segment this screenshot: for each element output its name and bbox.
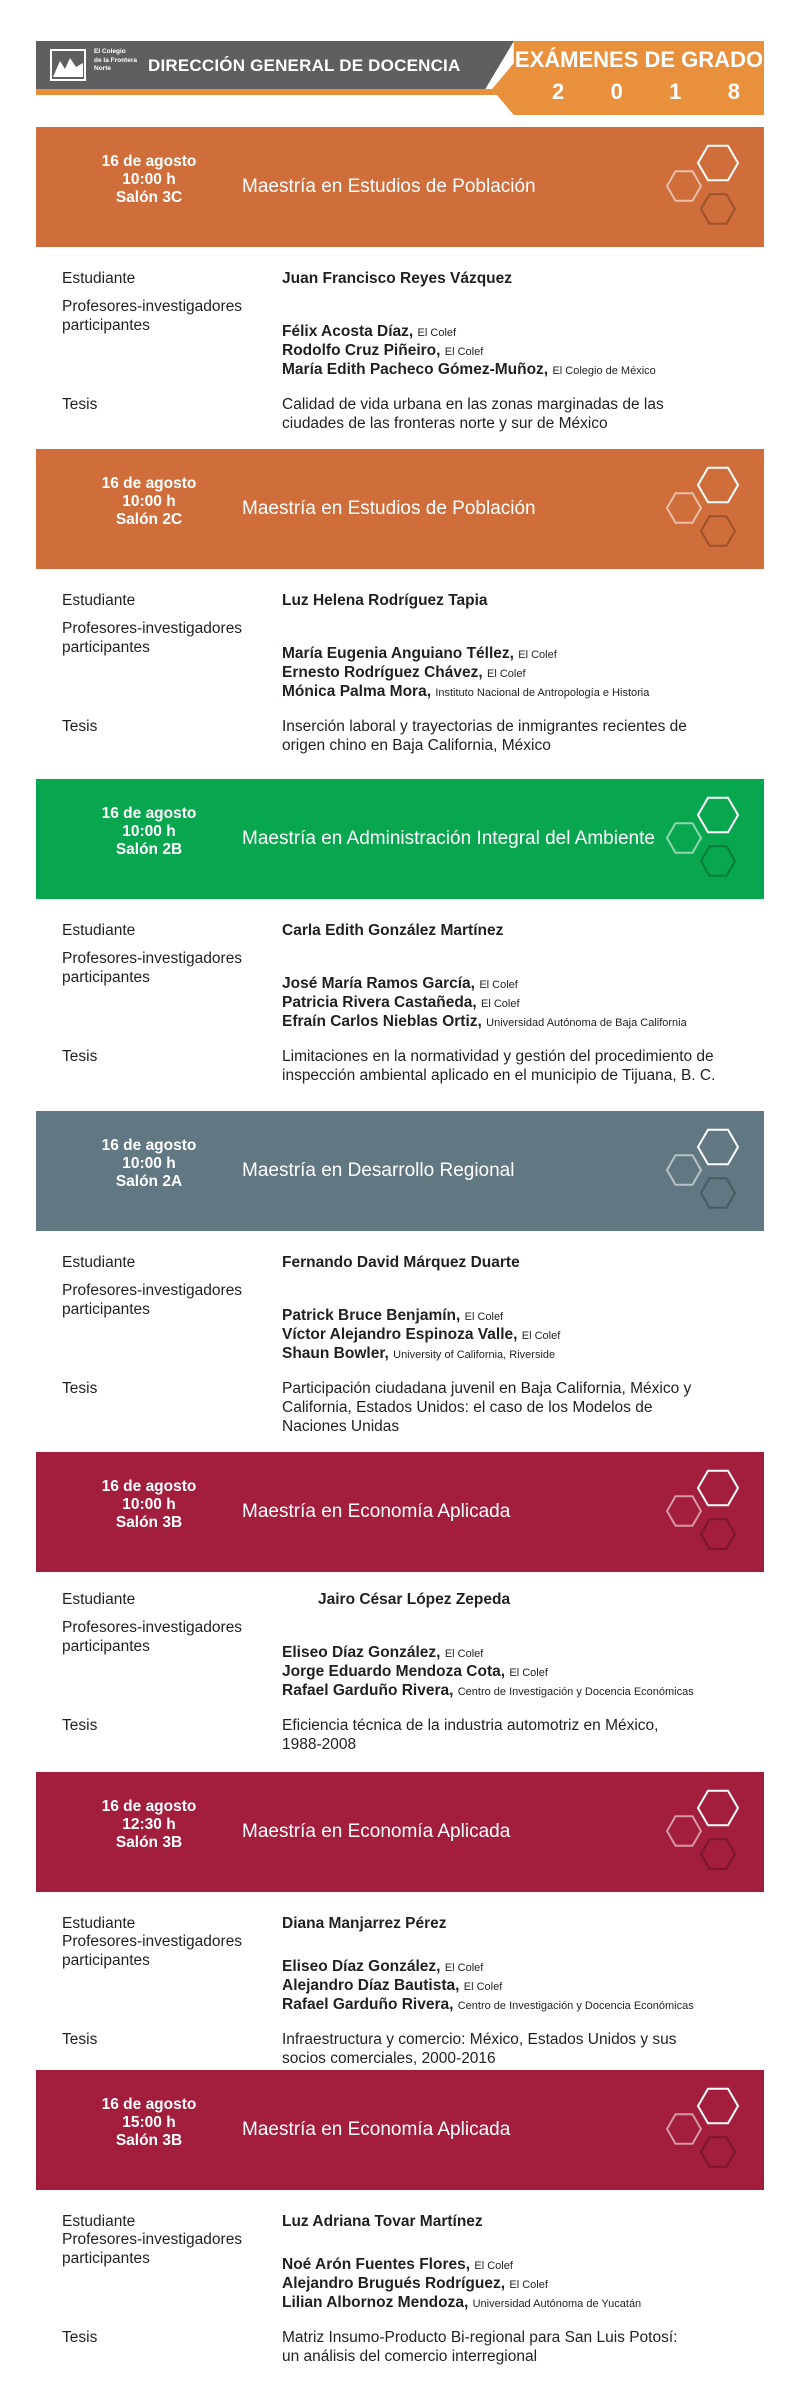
exam-details <box>62 569 742 769</box>
exam-details <box>62 1572 742 1772</box>
header-stripe <box>36 89 514 95</box>
thesis-label: Tesis <box>62 2031 98 2048</box>
thesis-title-line: Matriz Insumo-Producto Bi-regional para San Luis Potosí: <box>282 2329 678 2346</box>
professor-institution: El Colef <box>444 1962 484 1974</box>
professor-entry <box>282 322 742 343</box>
professor-entry <box>282 682 742 703</box>
student-name: Juan Francisco Reyes Vázquez <box>282 270 513 287</box>
professor-name: Mónica Palma Mora, <box>282 683 432 700</box>
hexagon-decoration-icon <box>654 2078 754 2182</box>
professor-institution: El Colef <box>509 2279 548 2291</box>
professor-entry <box>282 341 742 362</box>
professor-entry <box>282 974 742 995</box>
professors-label: Profesores-investigadores <box>62 1282 243 1299</box>
professors-label: Profesores-investigadores <box>62 2231 243 2248</box>
page-header <box>36 41 764 115</box>
student-name: Luz Helena Rodríguez Tapia <box>282 592 488 609</box>
thesis-title-line: Limitaciones en la normatividad y gestión del procedimiento de <box>282 1048 714 1065</box>
professors-label: participantes <box>62 2250 150 2267</box>
program-name: Maestría en Economía Aplicada <box>242 1821 511 1842</box>
professor-entry <box>282 1662 742 1683</box>
hexagon-icon <box>667 1816 701 1845</box>
professor-institution: Universidad Autónoma de Yucatán <box>472 2298 642 2310</box>
professor-entry <box>282 993 742 1014</box>
thesis-title-line: un análisis del comercio interregional <box>282 2348 538 2365</box>
professor-name: Shaun Bowler, <box>282 1345 389 1362</box>
program-banner <box>36 1111 764 1231</box>
hexagon-icon <box>667 2114 701 2143</box>
professor-institution: University of California, Riverside <box>393 1349 556 1361</box>
professor-name: Patrick Bruce Benjamín, <box>282 1307 461 1324</box>
professor-entry <box>282 360 742 381</box>
hexagon-decoration-icon <box>654 1780 754 1884</box>
professor-institution: El Colef <box>444 1648 484 1660</box>
hexagon-icon <box>698 798 738 833</box>
professors-label: Profesores-investigadores <box>62 1933 243 1950</box>
student-name: Carla Edith González Martínez <box>282 922 504 939</box>
thesis-title-line: ciudades de las fronteras norte y sur de México <box>282 415 608 432</box>
exam-room: Salón 2C <box>115 511 183 528</box>
program-banner <box>36 2070 764 2190</box>
professor-name: Víctor Alejandro Espinoza Valle, <box>282 1326 518 1343</box>
professor-name: Ernesto Rodríguez Chávez, <box>282 664 483 681</box>
professor-name: Patricia Rivera Castañeda, <box>282 994 477 1011</box>
professors-label: participantes <box>62 1638 150 1655</box>
colef-logo-icon <box>50 49 86 81</box>
student-label: Estudiante <box>62 1254 136 1271</box>
thesis-title-line: Participación ciudadana juvenil en Baja California, México y <box>282 1380 692 1397</box>
logo-line: El Colegio <box>94 48 126 55</box>
professor-institution: El Colef <box>417 327 457 339</box>
student-name: Jairo César López Zepeda <box>318 1591 511 1608</box>
program-name: Maestría en Administración Integral del Ambiente <box>242 828 655 849</box>
professor-name: Eliseo Díaz González, <box>282 1958 441 1975</box>
exam-datetime <box>84 1137 214 1191</box>
hexagon-icon <box>701 2137 735 2166</box>
program-banner <box>36 449 764 569</box>
thesis-title-line: 1988-2008 <box>282 1736 357 1753</box>
thesis-label: Tesis <box>62 1717 98 1734</box>
professor-name: María Eugenia Anguiano Téllez, <box>282 645 514 662</box>
student-label: Estudiante <box>62 1915 136 1932</box>
professor-institution: El Colef <box>463 1981 503 1993</box>
thesis-title-line: socios comerciales, 2000-2016 <box>282 2050 496 2067</box>
hexagon-icon <box>698 1791 738 1826</box>
professor-institution: El Colef <box>464 1311 504 1323</box>
hexagon-decoration-icon <box>654 1460 754 1564</box>
professor-entry <box>282 1325 742 1346</box>
year-digit: 1 <box>669 79 682 104</box>
student-label: Estudiante <box>62 922 136 939</box>
exam-time: 10:00 h <box>122 823 176 840</box>
professor-institution: El Colef <box>518 649 557 661</box>
professors-label: participantes <box>62 1952 150 1969</box>
year-digit: 0 <box>610 79 623 104</box>
thesis-title-line: Naciones Unidas <box>282 1418 400 1435</box>
hexagon-icon <box>701 516 735 545</box>
professors-label: Profesores-investigadores <box>62 1619 243 1636</box>
exam-time: 10:00 h <box>122 1155 176 1172</box>
professor-institution: El Colef <box>479 979 518 991</box>
hexagon-icon <box>698 1471 738 1506</box>
professor-name: Rodolfo Cruz Piñeiro, <box>282 342 441 359</box>
exams-title: EXÁMENES DE GRADO <box>514 47 764 72</box>
professor-entry <box>282 1306 742 1327</box>
exam-date: 16 de agosto <box>101 153 197 170</box>
hexagon-icon <box>701 194 735 223</box>
exam-room: Salón 3C <box>115 189 183 206</box>
exam-datetime <box>84 475 214 529</box>
exam-datetime <box>84 1478 214 1532</box>
hexagon-decoration-icon <box>654 1119 754 1223</box>
student-label: Estudiante <box>62 2213 136 2230</box>
professor-institution: Universidad Autónoma de Baja California <box>486 1017 687 1029</box>
thesis-title-line: Infraestructura y comercio: México, Estados Unidos y sus <box>282 2031 677 2048</box>
student-label: Estudiante <box>62 592 136 609</box>
exam-datetime <box>84 1798 214 1852</box>
logo-line: de la Frontera <box>94 56 137 64</box>
program-name: Maestría en Estudios de Población <box>242 176 536 197</box>
exam-time: 10:00 h <box>122 171 176 188</box>
program-name: Maestría en Estudios de Población <box>242 498 536 519</box>
exam-room: Salón 2B <box>115 841 183 858</box>
exam-room: Salón 3B <box>115 1834 183 1851</box>
professor-entry <box>282 663 742 684</box>
professor-name: Eliseo Díaz González, <box>282 1644 441 1661</box>
exam-room: Salón 3B <box>115 1514 183 1531</box>
hexagon-icon <box>667 493 701 522</box>
exam-room: Salón 2A <box>115 1173 183 1190</box>
hexagon-icon <box>698 468 738 503</box>
student-label: Estudiante <box>62 270 136 287</box>
exam-time: 15:00 h <box>122 2114 176 2131</box>
exam-date: 16 de agosto <box>101 475 197 492</box>
professor-name: Alejandro Díaz Bautista, <box>282 1977 460 1994</box>
professor-name: Lilian Albornoz Mendoza, <box>282 2294 469 2311</box>
professors-label: Profesores-investigadores <box>62 950 243 967</box>
professor-name: Jorge Eduardo Mendoza Cota, <box>282 1663 506 1680</box>
thesis-title-line: origen chino en Baja California, México <box>282 737 551 754</box>
exam-details <box>62 1892 742 2092</box>
student-label: Estudiante <box>62 1591 136 1608</box>
professor-entry <box>282 1012 742 1033</box>
professor-institution: El Colef <box>521 1330 561 1342</box>
program-name: Maestría en Desarrollo Regional <box>242 1160 515 1181</box>
professor-institution: El Colef <box>474 2260 513 2272</box>
thesis-label: Tesis <box>62 1380 98 1397</box>
exam-date: 16 de agosto <box>101 1137 197 1154</box>
professor-name: José María Ramos García, <box>282 975 475 992</box>
professor-name: María Edith Pacheco Gómez-Muñoz, <box>282 361 549 378</box>
exam-date: 16 de agosto <box>101 1798 197 1815</box>
hexagon-decoration-icon <box>654 787 754 891</box>
professor-name: Efraín Carlos Nieblas Ortiz, <box>282 1013 482 1030</box>
exam-details <box>62 247 742 447</box>
hexagon-icon <box>667 171 701 200</box>
professors-label: participantes <box>62 639 150 656</box>
hexagon-icon <box>701 1839 735 1868</box>
exam-datetime <box>84 805 214 859</box>
professor-institution: El Colef <box>509 1667 548 1679</box>
thesis-title-line: California, Estados Unidos: el caso de los Modelos de <box>282 1399 653 1416</box>
exam-date: 16 de agosto <box>101 2096 197 2113</box>
professor-institution: El Colef <box>481 998 520 1010</box>
professor-institution: El Colegio de México <box>552 365 656 377</box>
professor-entry <box>282 1995 742 2016</box>
exam-room: Salón 3B <box>115 2132 183 2149</box>
thesis-title-line: Inserción laboral y trayectorias de inmigrantes recientes de <box>282 718 687 735</box>
thesis-label: Tesis <box>62 2329 98 2346</box>
exam-time: 10:00 h <box>122 1496 176 1513</box>
professors-label: Profesores-investigadores <box>62 620 243 637</box>
exam-details <box>62 2190 742 2390</box>
logo-line: Norte <box>94 65 111 72</box>
professor-name: Félix Acosta Díaz, <box>282 323 414 340</box>
program-banner <box>36 127 764 247</box>
hexagon-icon <box>667 1496 701 1525</box>
thesis-title-line: inspección ambiental aplicado en el municipio de Tijuana, B. C. <box>282 1067 716 1084</box>
program-banner <box>36 779 764 899</box>
professor-entry <box>282 1643 742 1664</box>
thesis-title-line: Calidad de vida urbana en las zonas marginadas de las <box>282 396 664 413</box>
professor-name: Noé Arón Fuentes Flores, <box>282 2256 471 2273</box>
exam-details <box>62 1231 742 1435</box>
professor-entry <box>282 1976 742 1997</box>
student-name: Luz Adriana Tovar Martínez <box>282 2213 483 2230</box>
thesis-label: Tesis <box>62 396 98 413</box>
student-name: Diana Manjarrez Pérez <box>282 1915 447 1932</box>
exam-details <box>62 899 742 1099</box>
hexagon-icon <box>667 1155 701 1184</box>
hexagon-decoration-icon <box>654 135 754 239</box>
hexagon-icon <box>698 146 738 181</box>
professors-label: Profesores-investigadores <box>62 298 243 315</box>
program-name: Maestría en Economía Aplicada <box>242 1501 511 1522</box>
professor-institution: El Colef <box>487 668 526 680</box>
professor-name: Rafael Garduño Rivera, <box>282 1682 454 1699</box>
professor-entry <box>282 1344 742 1365</box>
hexagon-icon <box>701 1178 735 1207</box>
professor-entry <box>282 2255 742 2276</box>
exam-date: 16 de agosto <box>101 1478 197 1495</box>
professor-entry <box>282 1681 742 1702</box>
year <box>514 79 764 109</box>
exam-date: 16 de agosto <box>101 805 197 822</box>
professor-institution: Instituto Nacional de Antropología e Historia <box>435 687 650 699</box>
professor-entry <box>282 2274 742 2295</box>
professor-institution: Centro de Investigación y Docencia Económicas <box>457 1686 694 1698</box>
professor-name: Alejandro Brugués Rodríguez, <box>282 2275 506 2292</box>
exam-datetime <box>84 153 214 207</box>
hexagon-decoration-icon <box>654 457 754 561</box>
hexagon-icon <box>701 846 735 875</box>
hexagon-icon <box>667 823 701 852</box>
professors-label: participantes <box>62 317 150 334</box>
hexagon-icon <box>698 2089 738 2124</box>
thesis-label: Tesis <box>62 718 98 735</box>
student-name: Fernando David Márquez Duarte <box>282 1254 520 1271</box>
exam-time: 12:30 h <box>122 1816 176 1833</box>
hexagon-icon <box>698 1130 738 1165</box>
professor-entry <box>282 1957 742 1978</box>
hexagon-icon <box>701 1519 735 1548</box>
year-digit: 8 <box>727 79 740 104</box>
program-banner <box>36 1452 764 1572</box>
professor-institution: El Colef <box>444 346 484 358</box>
professors-label: participantes <box>62 1301 150 1318</box>
professor-name: Rafael Garduño Rivera, <box>282 1996 454 2013</box>
professors-label: participantes <box>62 969 150 986</box>
header-title: DIRECCIÓN GENERAL DE DOCENCIA <box>148 56 461 75</box>
thesis-label: Tesis <box>62 1048 98 1065</box>
year-digit: 2 <box>552 79 565 104</box>
exam-datetime <box>84 2096 214 2150</box>
professor-institution: Centro de Investigación y Docencia Económicas <box>457 2000 694 2012</box>
professor-entry <box>282 644 742 665</box>
program-banner <box>36 1772 764 1892</box>
program-name: Maestría en Economía Aplicada <box>242 2119 511 2140</box>
professor-entry <box>282 2293 742 2314</box>
thesis-title-line: Eficiencia técnica de la industria automotriz en México, <box>282 1717 659 1734</box>
exam-time: 10:00 h <box>122 493 176 510</box>
